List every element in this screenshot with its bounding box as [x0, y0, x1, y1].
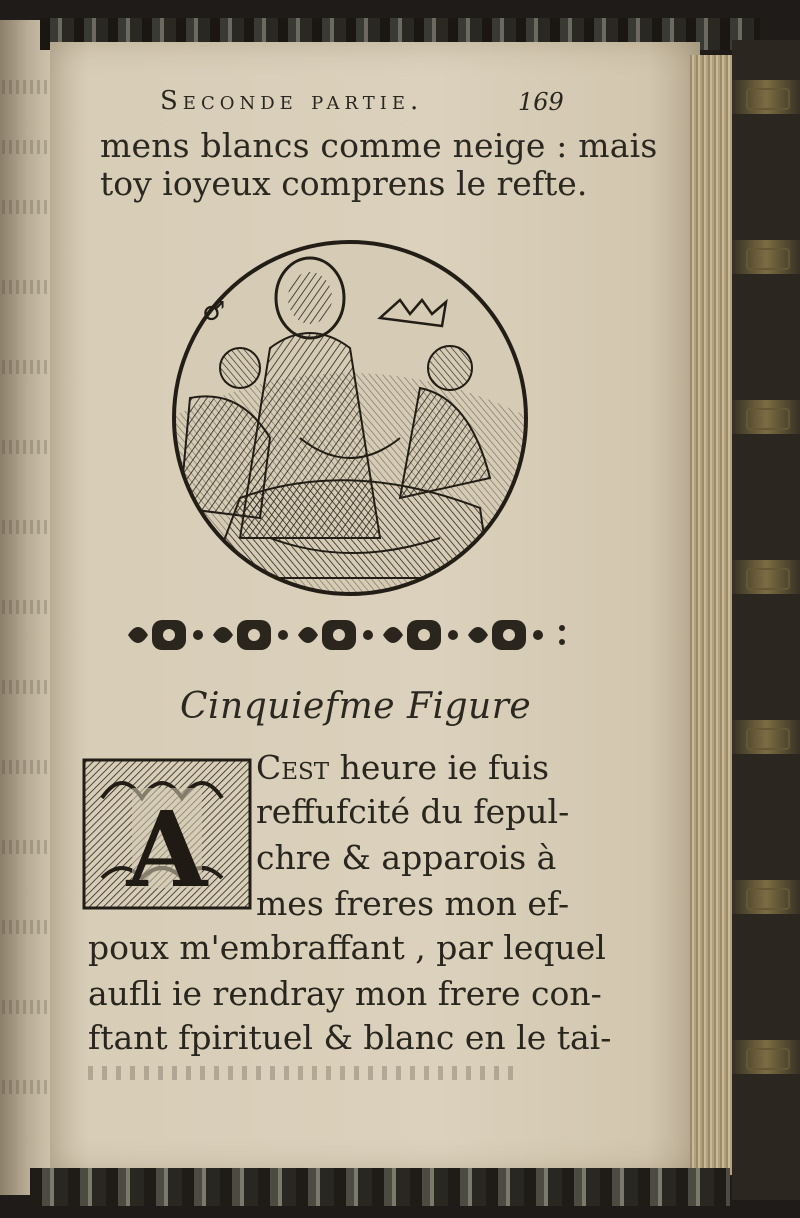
body-line-6: aufli ie rendray mon frere con-	[88, 974, 602, 1013]
body-line-3: chre & apparois à	[256, 838, 557, 877]
decorated-initial	[82, 758, 252, 910]
decorative-ornament-band	[118, 612, 578, 658]
initial-letter: A	[126, 788, 208, 910]
woodcut-illustration	[150, 238, 550, 598]
page-number: 169	[518, 88, 564, 116]
cropped-text-remnant	[88, 1066, 518, 1080]
figure-caption: Cinquiefme Figure	[180, 686, 532, 727]
spine-ornament	[732, 400, 800, 434]
spine-ornament	[732, 1040, 800, 1074]
running-head: Seconde partie.	[160, 86, 424, 116]
body-line-2: reffufcité du fepul-	[256, 792, 570, 831]
body-line-1	[256, 748, 549, 787]
body-line-4: mes freres mon ef-	[256, 884, 570, 923]
mars-symbol: ♂	[202, 297, 226, 327]
lead-word: Cest	[256, 748, 330, 787]
lead-rest: heure ie fuis	[339, 748, 550, 787]
text-line-2: toy ioyeux comprens le refte.	[100, 164, 588, 203]
body-line-7: ftant fpirituel & blanc en le tai-	[88, 1018, 612, 1057]
spine-ornament	[732, 240, 800, 274]
text-line-1: mens blancs comme neige : mais	[100, 126, 658, 165]
bottom-page-edge	[30, 1168, 730, 1206]
spine-ornament	[732, 720, 800, 754]
spine-ornament	[732, 880, 800, 914]
spine-ornament	[732, 560, 800, 594]
page-header	[160, 86, 580, 120]
book-spine	[732, 40, 800, 1200]
body-line-5: poux m'embraffant , par lequel	[88, 928, 606, 967]
spine-ornament	[732, 80, 800, 114]
